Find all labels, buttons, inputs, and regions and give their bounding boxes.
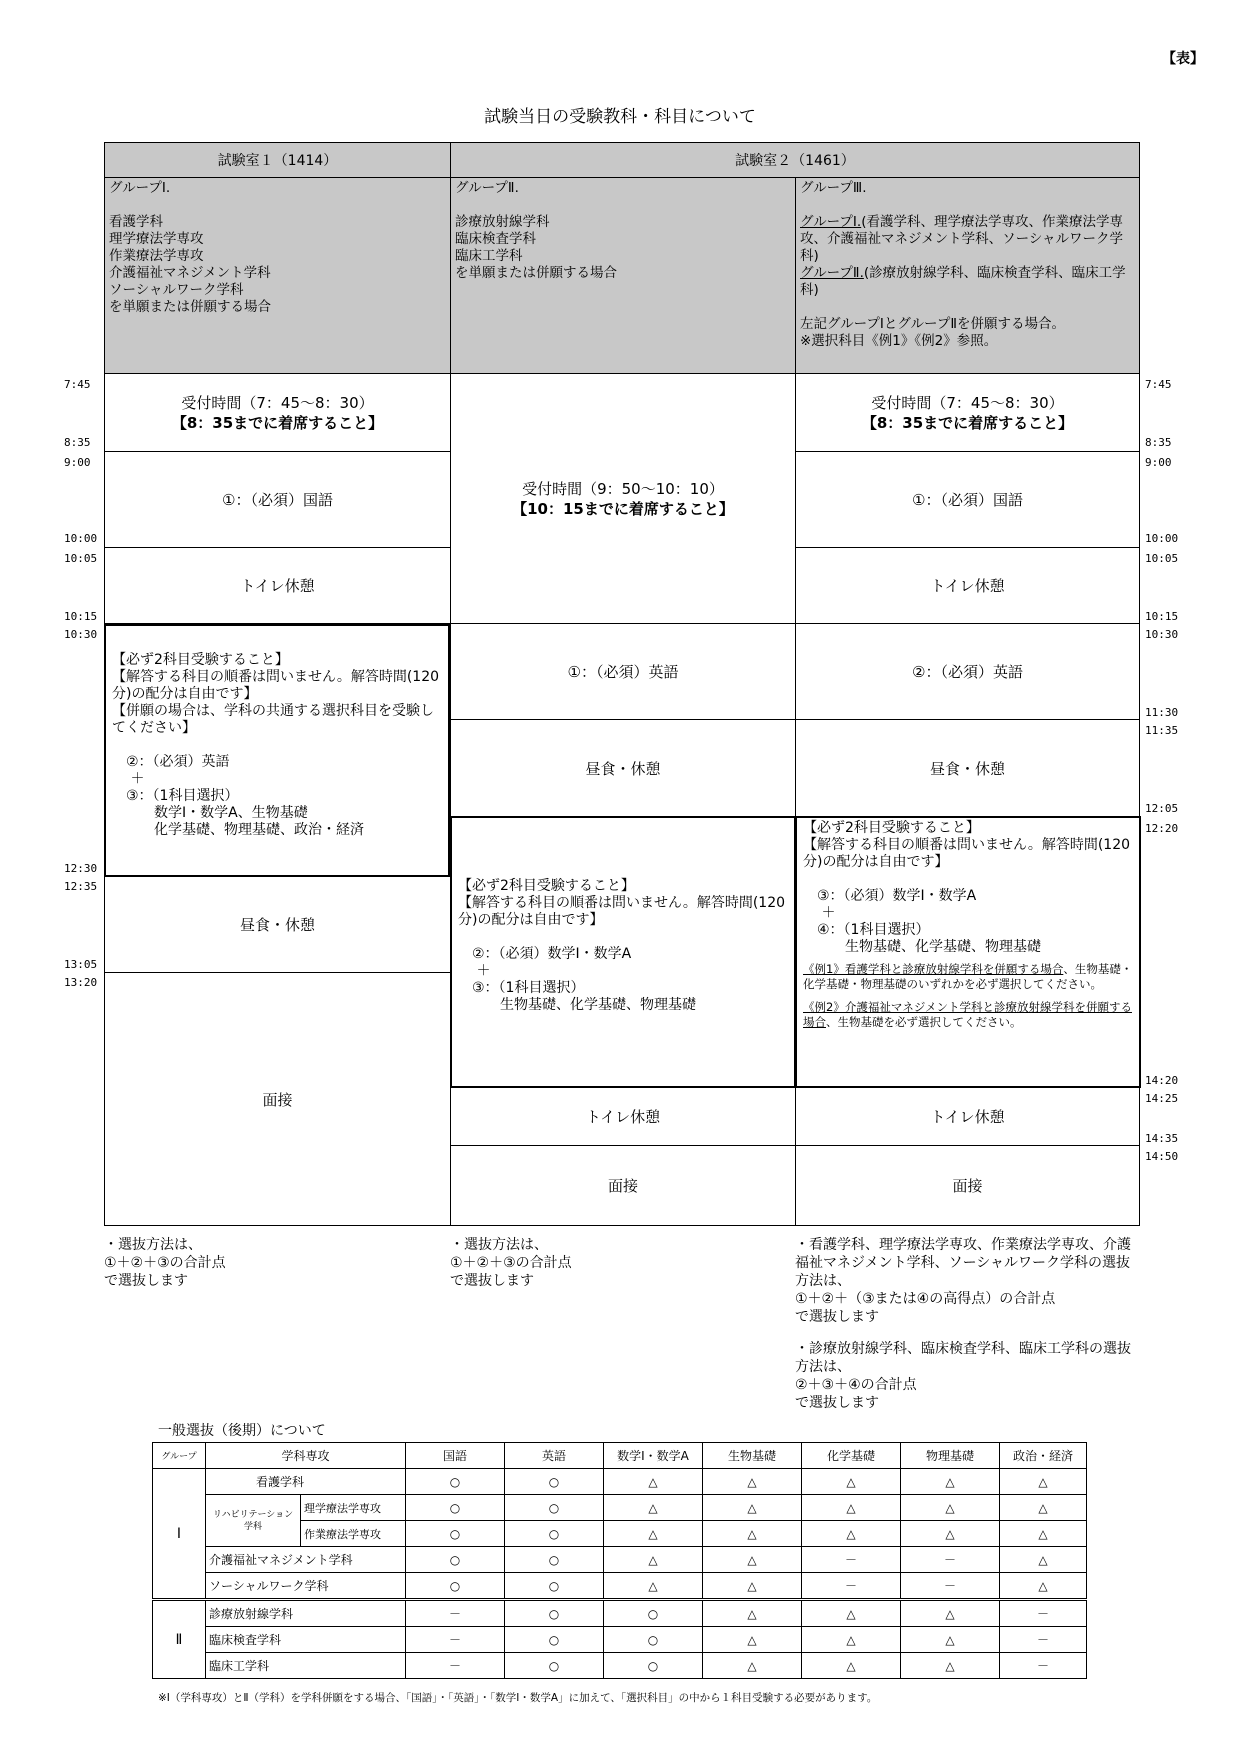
table-cell: △ xyxy=(802,1653,901,1679)
dept-cell: 作業療法学専攻 xyxy=(301,1521,406,1547)
time-right-label: 14:50 xyxy=(1145,1150,1179,1163)
col3-toilet-label: トイレ休憩 xyxy=(930,577,1005,595)
table-cell: △ xyxy=(901,1495,1000,1521)
col1-interview xyxy=(104,973,450,1226)
group3-line1: (看護学科、理学療法学専攻、作業療法学専攻、介護福祉マネジメント学科、ソーシャルワーク学科) xyxy=(800,214,1124,264)
col1-exam-text: 【必ず2科目受験すること】 【解答する科目の順番は問いません。解答時間(120分)の配分は自由です】 【併願の場合は、学科の共通する選択科目を受験してください】 ②：（必須）英語 ＋ ③：（1科目選択） 数学Ⅰ・数学A、生物基礎 化学基礎、物理基礎、政治・経済 xyxy=(112,652,440,838)
col3-exam-text: 【必ず2科目受験すること】 【解答する科目の順番は問いません。解答時間(120分)の配分は自由です】 ③：（必須）数学Ⅰ・数学A ＋ ④：（1科目選択） 生物基礎、化学基礎、物理基礎 xyxy=(803,820,1131,955)
table-cell: ○ xyxy=(505,1521,604,1547)
table-cell: ○ xyxy=(505,1469,604,1495)
table-cell: △ xyxy=(802,1627,901,1653)
col3-example1-label: 《例1》看護学科と診療放射線学科を併願する場合 xyxy=(803,962,1064,976)
table-cell: △ xyxy=(604,1573,703,1600)
table-cell: △ xyxy=(703,1600,802,1627)
table-cell: △ xyxy=(901,1469,1000,1495)
time-left-label: 9:00 xyxy=(64,456,91,469)
table-cell: △ xyxy=(901,1653,1000,1679)
table-row xyxy=(153,1547,1087,1573)
table-cell: △ xyxy=(1000,1495,1087,1521)
table-cell: △ xyxy=(802,1600,901,1627)
col2-interview-label: 面接 xyxy=(607,1177,638,1195)
time-right-label: 8:35 xyxy=(1145,436,1172,449)
table-caption: 一般選抜（後期）について xyxy=(158,1423,326,1439)
time-left-label: 10:30 xyxy=(64,628,98,641)
col3-english xyxy=(795,624,1140,720)
col2-exam-text: 【必ず2科目受験すること】 【解答する科目の順番は問いません。解答時間(120分)の配分は自由です】 ②：（必須）数学Ⅰ・数学A ＋ ③：（1科目選択） 生物基礎、化学基礎、物理基礎 xyxy=(458,878,786,1013)
group3-line2: (診療放射線学科、臨床検査学科、臨床工学科) xyxy=(800,265,1126,298)
table-cell: △ xyxy=(802,1495,901,1521)
group-cell: Ⅱ xyxy=(153,1600,206,1679)
table-header: 化学基礎 xyxy=(802,1443,901,1469)
col3-example1 xyxy=(803,962,1133,992)
time-right-label: 7:45 xyxy=(1145,378,1172,391)
table-cell: ○ xyxy=(604,1653,703,1679)
dept-cell: ソーシャルワーク学科 xyxy=(206,1573,406,1600)
group2-header xyxy=(450,178,795,374)
table-header-row xyxy=(153,1443,1087,1469)
table-cell: △ xyxy=(604,1521,703,1547)
col3-english-label: ②：（必須）英語 xyxy=(912,663,1023,681)
table-header: 英語 xyxy=(505,1443,604,1469)
table-row xyxy=(153,1495,1087,1521)
group2-name: グループⅡ. xyxy=(455,180,519,196)
col3-interview xyxy=(795,1146,1140,1226)
table-footnote: ※Ⅰ（学科専攻）とⅡ（学科）を学科併願をする場合、「国語」・「英語」・「数学Ⅰ・数学A」に加えて、「選択科目」の中から１科目受験する必要があります。 xyxy=(158,1692,878,1704)
table-cell: － xyxy=(901,1547,1000,1573)
time-left-label: 7:45 xyxy=(64,378,91,391)
time-left-label: 12:35 xyxy=(64,880,98,893)
col1-reception-time: 受付時間（7：45～8：30） xyxy=(181,393,374,412)
col1-japanese-label: ①：（必須）国語 xyxy=(222,491,333,509)
table-cell: ○ xyxy=(505,1653,604,1679)
col3-exam-box xyxy=(795,816,1141,1088)
table-cell: △ xyxy=(703,1653,802,1679)
time-left-label: 10:00 xyxy=(64,532,98,545)
table-header: 物理基礎 xyxy=(901,1443,1000,1469)
dept-cell: 看護学科 xyxy=(206,1469,406,1495)
col3-example2-text: 、生物基礎を必ず選択してください。 xyxy=(826,1015,1022,1029)
col3-example1-text: 、生物基礎・化学基礎・物理基礎のいずれかを必ず選択してください。 xyxy=(803,962,1133,991)
table-header: 国語 xyxy=(406,1443,505,1469)
table-cell: － xyxy=(901,1573,1000,1600)
col3-reception-note: 【8：35までに着席すること】 xyxy=(861,413,1074,432)
table-cell: ○ xyxy=(406,1469,505,1495)
time-right-label: 12:20 xyxy=(1145,822,1179,835)
table-cell: △ xyxy=(802,1469,901,1495)
table-cell: ○ xyxy=(406,1573,505,1600)
time-right-label: 11:30 xyxy=(1145,706,1179,719)
group3-header xyxy=(795,178,1140,374)
table-header: 学科専攻 xyxy=(206,1443,406,1469)
group1-name: グループⅠ. xyxy=(109,180,171,196)
col2-reception-note: 【10：15までに着席すること】 xyxy=(512,499,734,518)
col3-toilet xyxy=(795,548,1140,624)
time-right-label: 10:05 xyxy=(1145,552,1179,565)
col3-example2-label: 《例2》介護福祉マネジメント学科と診療放射線学科を併願する場合 xyxy=(803,1000,1132,1029)
table-cell: △ xyxy=(604,1469,703,1495)
col1-interview-label: 面接 xyxy=(262,1090,293,1109)
col3-reception-time: 受付時間（7：45～8：30） xyxy=(871,393,1064,412)
table-header: グループ xyxy=(153,1443,206,1469)
table-cell: － xyxy=(406,1627,505,1653)
table-cell: △ xyxy=(1000,1521,1087,1547)
corner-label: 【表】 xyxy=(1162,51,1204,67)
col1-lunch-label: 昼食・休憩 xyxy=(239,916,315,934)
table-cell: △ xyxy=(604,1547,703,1573)
table-cell: △ xyxy=(703,1573,802,1600)
table-cell: ○ xyxy=(505,1600,604,1627)
subjects-table xyxy=(152,1442,1087,1679)
dept-cell: 介護福祉マネジメント学科 xyxy=(206,1547,406,1573)
time-right-label: 14:20 xyxy=(1145,1074,1179,1087)
table-cell: － xyxy=(1000,1600,1087,1627)
table-row xyxy=(153,1627,1087,1653)
dept-cell: 臨床工学科 xyxy=(206,1653,406,1679)
col1-japanese xyxy=(104,452,450,548)
col3-reception xyxy=(795,374,1140,452)
room2-header xyxy=(450,142,1140,178)
selection-note-3b: ・診療放射線学科、臨床検査学科、臨床工学科の選抜方法は、 ②＋③＋④の合計点 で選抜します xyxy=(795,1341,1131,1411)
group1-header xyxy=(104,178,450,374)
col2-english xyxy=(450,624,795,720)
table-cell: △ xyxy=(703,1627,802,1653)
table-row xyxy=(153,1600,1087,1627)
time-right-label: 10:00 xyxy=(1145,532,1179,545)
table-row xyxy=(153,1469,1087,1495)
col2-english-label: ①：（必須）英語 xyxy=(567,663,679,681)
table-cell: ○ xyxy=(505,1627,604,1653)
time-right-label: 14:35 xyxy=(1145,1132,1179,1145)
col1-toilet xyxy=(104,548,450,624)
table-cell: － xyxy=(1000,1627,1087,1653)
col2-exam-box xyxy=(450,816,796,1088)
table-cell: △ xyxy=(703,1495,802,1521)
table-cell: △ xyxy=(901,1600,1000,1627)
table-cell: △ xyxy=(901,1521,1000,1547)
dept-cell: 診療放射線学科 xyxy=(206,1600,406,1627)
time-right-label: 12:05 xyxy=(1145,802,1179,815)
room1-header xyxy=(104,142,450,178)
col2-toilet-label: トイレ休憩 xyxy=(585,1108,661,1126)
selection-note-3a: ・看護学科、理学療法学専攻、作業療法学専攻、介護福祉マネジメント学科、ソーシャルワーク学科の選抜方法は、 ①＋②＋（③または④の高得点）の合計点 で選抜します xyxy=(795,1237,1131,1325)
table-header: 生物基礎 xyxy=(703,1443,802,1469)
col1-reception-note: 【8：35までに着席すること】 xyxy=(171,413,384,432)
col2-lunch-label: 昼食・休憩 xyxy=(585,759,661,778)
table-header: 政治・経済 xyxy=(1000,1443,1087,1469)
group3-line3: 左記グループⅠとグループⅡを併願する場合。 ※選択科目《例1》《例2》参照。 xyxy=(800,316,1065,349)
col1-reception xyxy=(104,374,450,452)
table-cell: － xyxy=(802,1547,901,1573)
col1-lunch xyxy=(104,877,450,973)
col1-exam-box xyxy=(104,624,450,877)
table-cell: △ xyxy=(604,1495,703,1521)
table-cell: ○ xyxy=(505,1495,604,1521)
selection-note-1: ・選抜方法は、 ①＋②＋③の合計点 で選抜します xyxy=(104,1237,226,1289)
room1-label: 試験室１（1414） xyxy=(217,153,338,169)
group1-body: 看護学科 理学療法学専攻 作業療法学専攻 介護福祉マネジメント学科 ソーシャルワーク学科 を単願または併願する場合 xyxy=(109,214,271,315)
table-cell: △ xyxy=(703,1547,802,1573)
time-right-label: 14:25 xyxy=(1145,1092,1179,1105)
table-cell: △ xyxy=(703,1469,802,1495)
time-right-label: 10:15 xyxy=(1145,610,1179,623)
time-right-label: 9:00 xyxy=(1145,456,1172,469)
col3-lunch-label: 昼食・休憩 xyxy=(929,759,1005,778)
table-cell: △ xyxy=(1000,1469,1087,1495)
col1-toilet-label: トイレ休憩 xyxy=(240,577,315,595)
dept-cell: 理学療法学専攻 xyxy=(301,1495,406,1521)
table-cell: ○ xyxy=(406,1495,505,1521)
table-cell: ○ xyxy=(406,1521,505,1547)
col3-lunch xyxy=(795,720,1140,816)
group3-line1-label: グループⅠ. xyxy=(800,214,862,230)
room2-label: 試験室２（1461） xyxy=(735,153,855,169)
time-left-label: 13:20 xyxy=(64,976,98,989)
col3-japanese xyxy=(795,452,1140,548)
col3-example2 xyxy=(803,1000,1133,1030)
time-left-label: 10:15 xyxy=(64,610,98,623)
table-cell: ○ xyxy=(406,1547,505,1573)
time-left-label: 13:05 xyxy=(64,958,98,971)
col2-toilet xyxy=(450,1088,795,1146)
table-cell: － xyxy=(1000,1653,1087,1679)
col3-toilet2-label: トイレ休憩 xyxy=(930,1108,1005,1126)
col2-interview xyxy=(450,1146,795,1226)
table-row xyxy=(153,1573,1087,1600)
rehab-cell: リハビリテーション学科 xyxy=(206,1495,301,1547)
col3-japanese-label: ①：（必須）国語 xyxy=(912,491,1023,509)
col2-lunch xyxy=(450,720,795,816)
time-right-label: 11:35 xyxy=(1145,724,1179,737)
dept-cell: 臨床検査学科 xyxy=(206,1627,406,1653)
time-left-label: 10:05 xyxy=(64,552,98,565)
time-left-label: 12:30 xyxy=(64,862,98,875)
table-cell: △ xyxy=(1000,1573,1087,1600)
table-cell: － xyxy=(406,1600,505,1627)
group3-name: グループⅢ. xyxy=(800,180,867,196)
table-cell: △ xyxy=(802,1521,901,1547)
time-right-label: 10:30 xyxy=(1145,628,1179,641)
col3-toilet2 xyxy=(795,1088,1140,1146)
group-cell: Ⅰ xyxy=(153,1469,206,1600)
table-cell: △ xyxy=(901,1627,1000,1653)
table-cell: ○ xyxy=(505,1573,604,1600)
table-cell: △ xyxy=(703,1521,802,1547)
table-cell: ○ xyxy=(604,1627,703,1653)
table-cell: － xyxy=(802,1573,901,1600)
col3-interview-label: 面接 xyxy=(952,1177,983,1195)
table-row xyxy=(153,1653,1087,1679)
group3-line2-label: グループⅡ. xyxy=(800,265,864,281)
page-title: 試験当日の受験教科・科目について xyxy=(484,107,756,127)
selection-note-2: ・選抜方法は、 ①＋②＋③の合計点 で選抜します xyxy=(450,1237,572,1289)
time-left-label: 8:35 xyxy=(64,436,91,449)
col2-reception xyxy=(450,374,795,624)
group2-body: 診療放射線学科 臨床検査学科 臨床工学科 を単願または併願する場合 xyxy=(455,214,617,281)
table-header: 数学Ⅰ・数学A xyxy=(604,1443,703,1469)
table-cell: ○ xyxy=(604,1600,703,1627)
col2-reception-time: 受付時間（9：50～10：10） xyxy=(522,479,724,498)
table-cell: ○ xyxy=(505,1547,604,1573)
table-cell: － xyxy=(406,1653,505,1679)
table-cell: △ xyxy=(1000,1547,1087,1573)
